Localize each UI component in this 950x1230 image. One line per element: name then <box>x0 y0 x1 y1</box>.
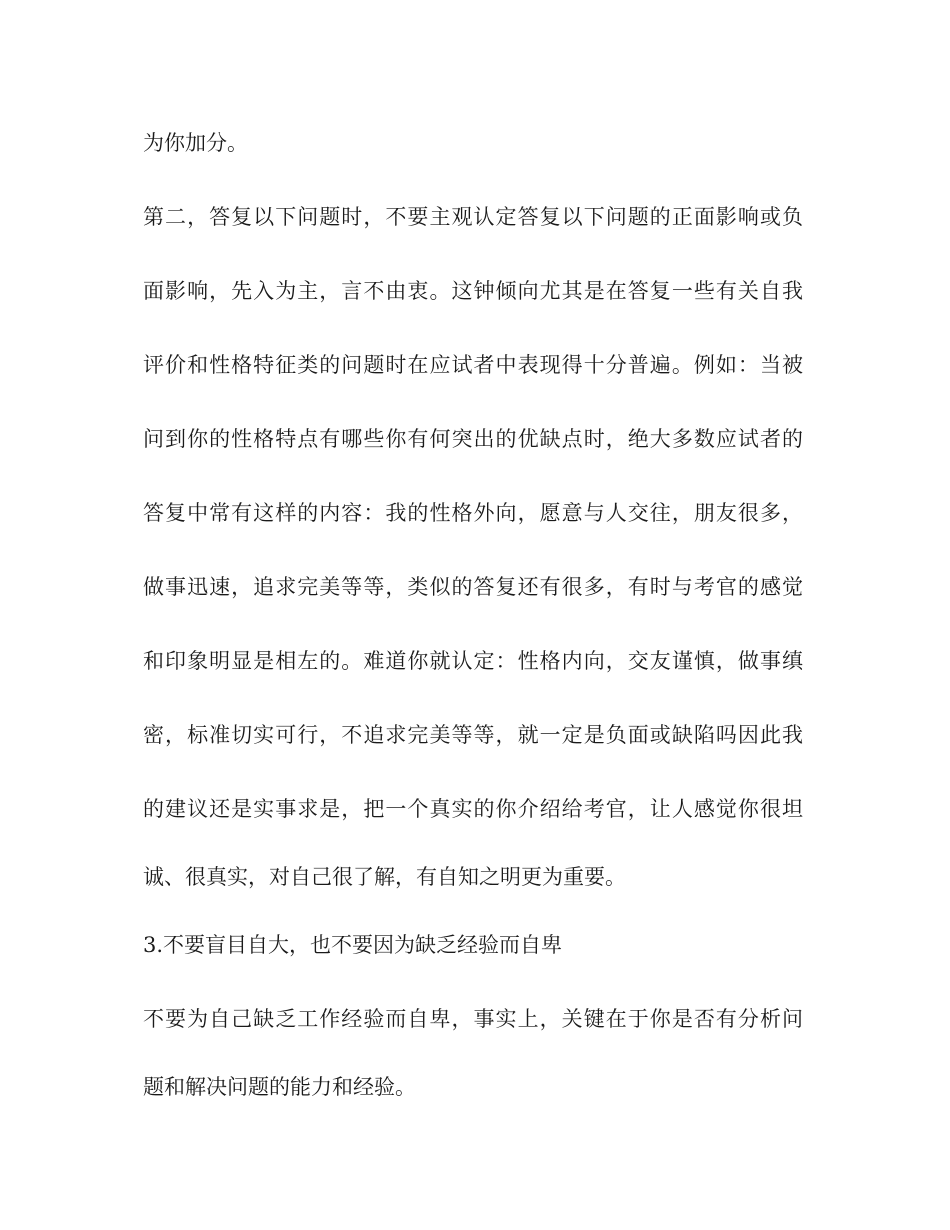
paragraph-line: 答复中常有这样的内容：我的性格外向，愿意与人交往，朋友很多， <box>143 501 803 525</box>
paragraph-line: 题和解决问题的能力和经验。 <box>143 1075 416 1099</box>
paragraph-line: 密，标准切实可行，不追求完美等等，就一定是负面或缺陷吗因此我 <box>143 723 803 747</box>
paragraph-line: 为你加分。 <box>143 131 248 155</box>
paragraph-line: 的建议还是实事求是，把一个真实的你介绍给考官，让人感觉你很坦 <box>143 797 803 821</box>
paragraph-line: 做事迅速，追求完美等等，类似的答复还有很多，有时与考官的感觉 <box>143 575 803 599</box>
paragraph-line: 面影响，先入为主，言不由衷。这钟倾向尤其是在答复一些有关自我 <box>143 279 803 303</box>
section-heading: 3.不要盲目自大，也不要因为缺乏经验而自卑 <box>143 933 563 957</box>
paragraph-line: 评价和性格特征类的问题时在应试者中表现得十分普遍。例如：当被 <box>143 353 803 377</box>
paragraph-line: 和印象明显是相左的。难道你就认定：性格内向，交友谨慎，做事缜 <box>143 649 803 673</box>
paragraph-line: 问到你的性格特点有哪些你有何突出的优缺点时，绝大多数应试者的 <box>143 427 803 451</box>
paragraph-line: 不要为自己缺乏工作经验而自卑，事实上，关键在于你是否有分析问 <box>143 1007 803 1031</box>
paragraph-line: 诚、很真实，对自己很了解，有自知之明更为重要。 <box>143 865 626 889</box>
paragraph-line: 第二，答复以下问题时，不要主观认定答复以下问题的正面影响或负 <box>143 205 803 229</box>
